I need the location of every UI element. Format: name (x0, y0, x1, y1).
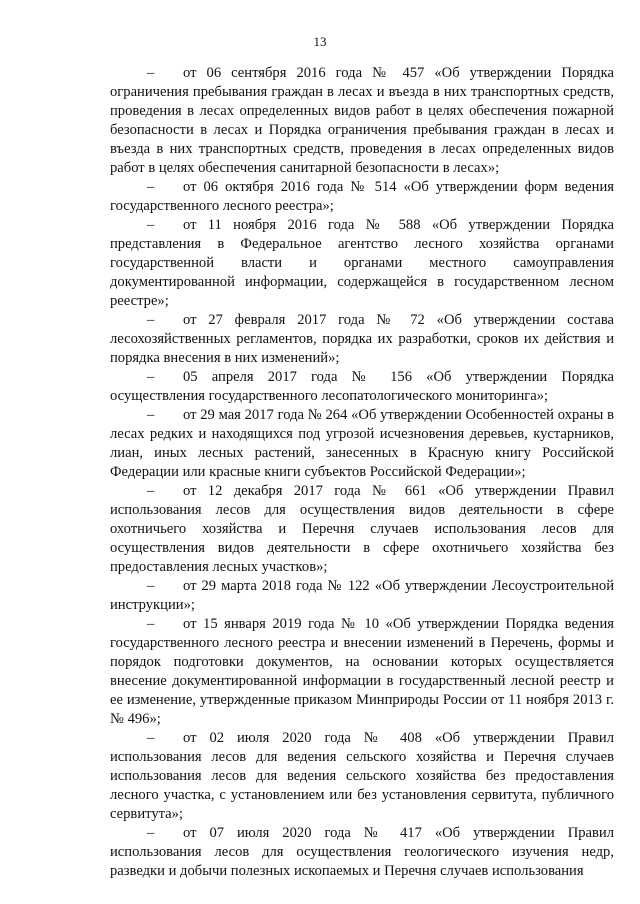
list-dash: – (147, 578, 155, 594)
list-dash: – (147, 730, 155, 746)
list-item-text: 05 апреля 2017 года № 156 «Об утверждении Порядка осуществления государственного лесопатологического мониторинга»; (110, 369, 614, 404)
list-item-text: от 27 февраля 2017 года № 72 «Об утверждении состава лесохозяйственных регламентов, порядка их разработки, сроков их действия и порядка внесения в них изменений»; (110, 312, 614, 366)
list-item (110, 615, 614, 729)
list-item-text: от 29 марта 2018 года № 122 «Об утверждении Лесоустроительной инструкции»; (110, 578, 614, 613)
list-item (110, 577, 614, 615)
list-item-text: от 11 ноября 2016 года № 588 «Об утверждении Порядка представления в Федеральное агентство лесного хозяйства органами государственной власти и органами местного самоуправления документированной информации, содержащейся в государственном лесном реестре»; (110, 217, 614, 309)
list-dash: – (147, 217, 155, 233)
list-item (110, 406, 614, 482)
list-item (110, 311, 614, 368)
list-dash: – (147, 616, 155, 632)
list-item (110, 729, 614, 824)
list-dash: – (147, 407, 155, 423)
document-body (110, 64, 614, 881)
list-item-text: от 12 декабря 2017 года № 661 «Об утверждении Правил использования лесов для осуществления видов деятельности в сфере охотничьего хозяйства и Перечня случаев использования лесов для осуществления видов деятельности в сфере охотничьего хозяйства без предоставления лесных участков»; (110, 483, 614, 575)
list-item-text: от 06 сентября 2016 года № 457 «Об утверждении Порядка ограничения пребывания граждан в лесах и въезда в них транспортных средств, проведения в лесах определенных видов работ в целях обеспечения пожарной безопасности в лесах и Порядка ограничения пребывания граждан в лесах и въезда в них транспортных средств, проведения в лесах определенных видов работ в целях обеспечения санитарной безопасности в лесах»; (110, 65, 614, 176)
page-number: 13 (313, 34, 327, 49)
list-dash: – (147, 312, 155, 328)
list-dash: – (147, 179, 155, 195)
list-dash: – (147, 65, 155, 81)
list-item-text: от 29 мая 2017 года № 264 «Об утверждении Особенностей охраны в лесах редких и находящихся под угрозой исчезновения деревьев, кустарников, лиан, иных лесных растений, занесенных в Красную книгу Российской Федерации или красные книги субъектов Российской Федерации»; (110, 407, 614, 480)
list-item-text: от 02 июля 2020 года № 408 «Об утверждении Правил использования лесов для ведения сельского хозяйства и Перечня случаев использования лесов для ведения сельского хозяйства без предоставления лесного участка, с установлением или без установления сервитута, публичного сервитута»; (110, 730, 614, 822)
list-item (110, 368, 614, 406)
list-item (110, 178, 614, 216)
list-item-text: от 07 июля 2020 года № 417 «Об утверждении Правил использования лесов для осуществления геологического изучения недр, разведки и добычи полезных ископаемых и Перечня случаев использования (110, 825, 614, 879)
list-item (110, 216, 614, 311)
list-item (110, 64, 614, 178)
list-dash: – (147, 825, 155, 841)
list-dash: – (147, 369, 155, 385)
list-item (110, 482, 614, 577)
list-item-text: от 15 января 2019 года № 10 «Об утверждении Порядка ведения государственного лесного реестра и внесении изменений в Перечень, формы и порядок подготовки документов, на основании которых осуществляется внесение документированной информации в государственный лесной реестр и ее изменение, утвержденные приказом Минприроды России от 11 ноября 2013 г. № 496»; (110, 616, 614, 727)
list-item (110, 824, 614, 881)
list-item-text: от 06 октября 2016 года № 514 «Об утверждении форм ведения государственного лесного реестра»; (110, 179, 614, 214)
list-dash: – (147, 483, 155, 499)
